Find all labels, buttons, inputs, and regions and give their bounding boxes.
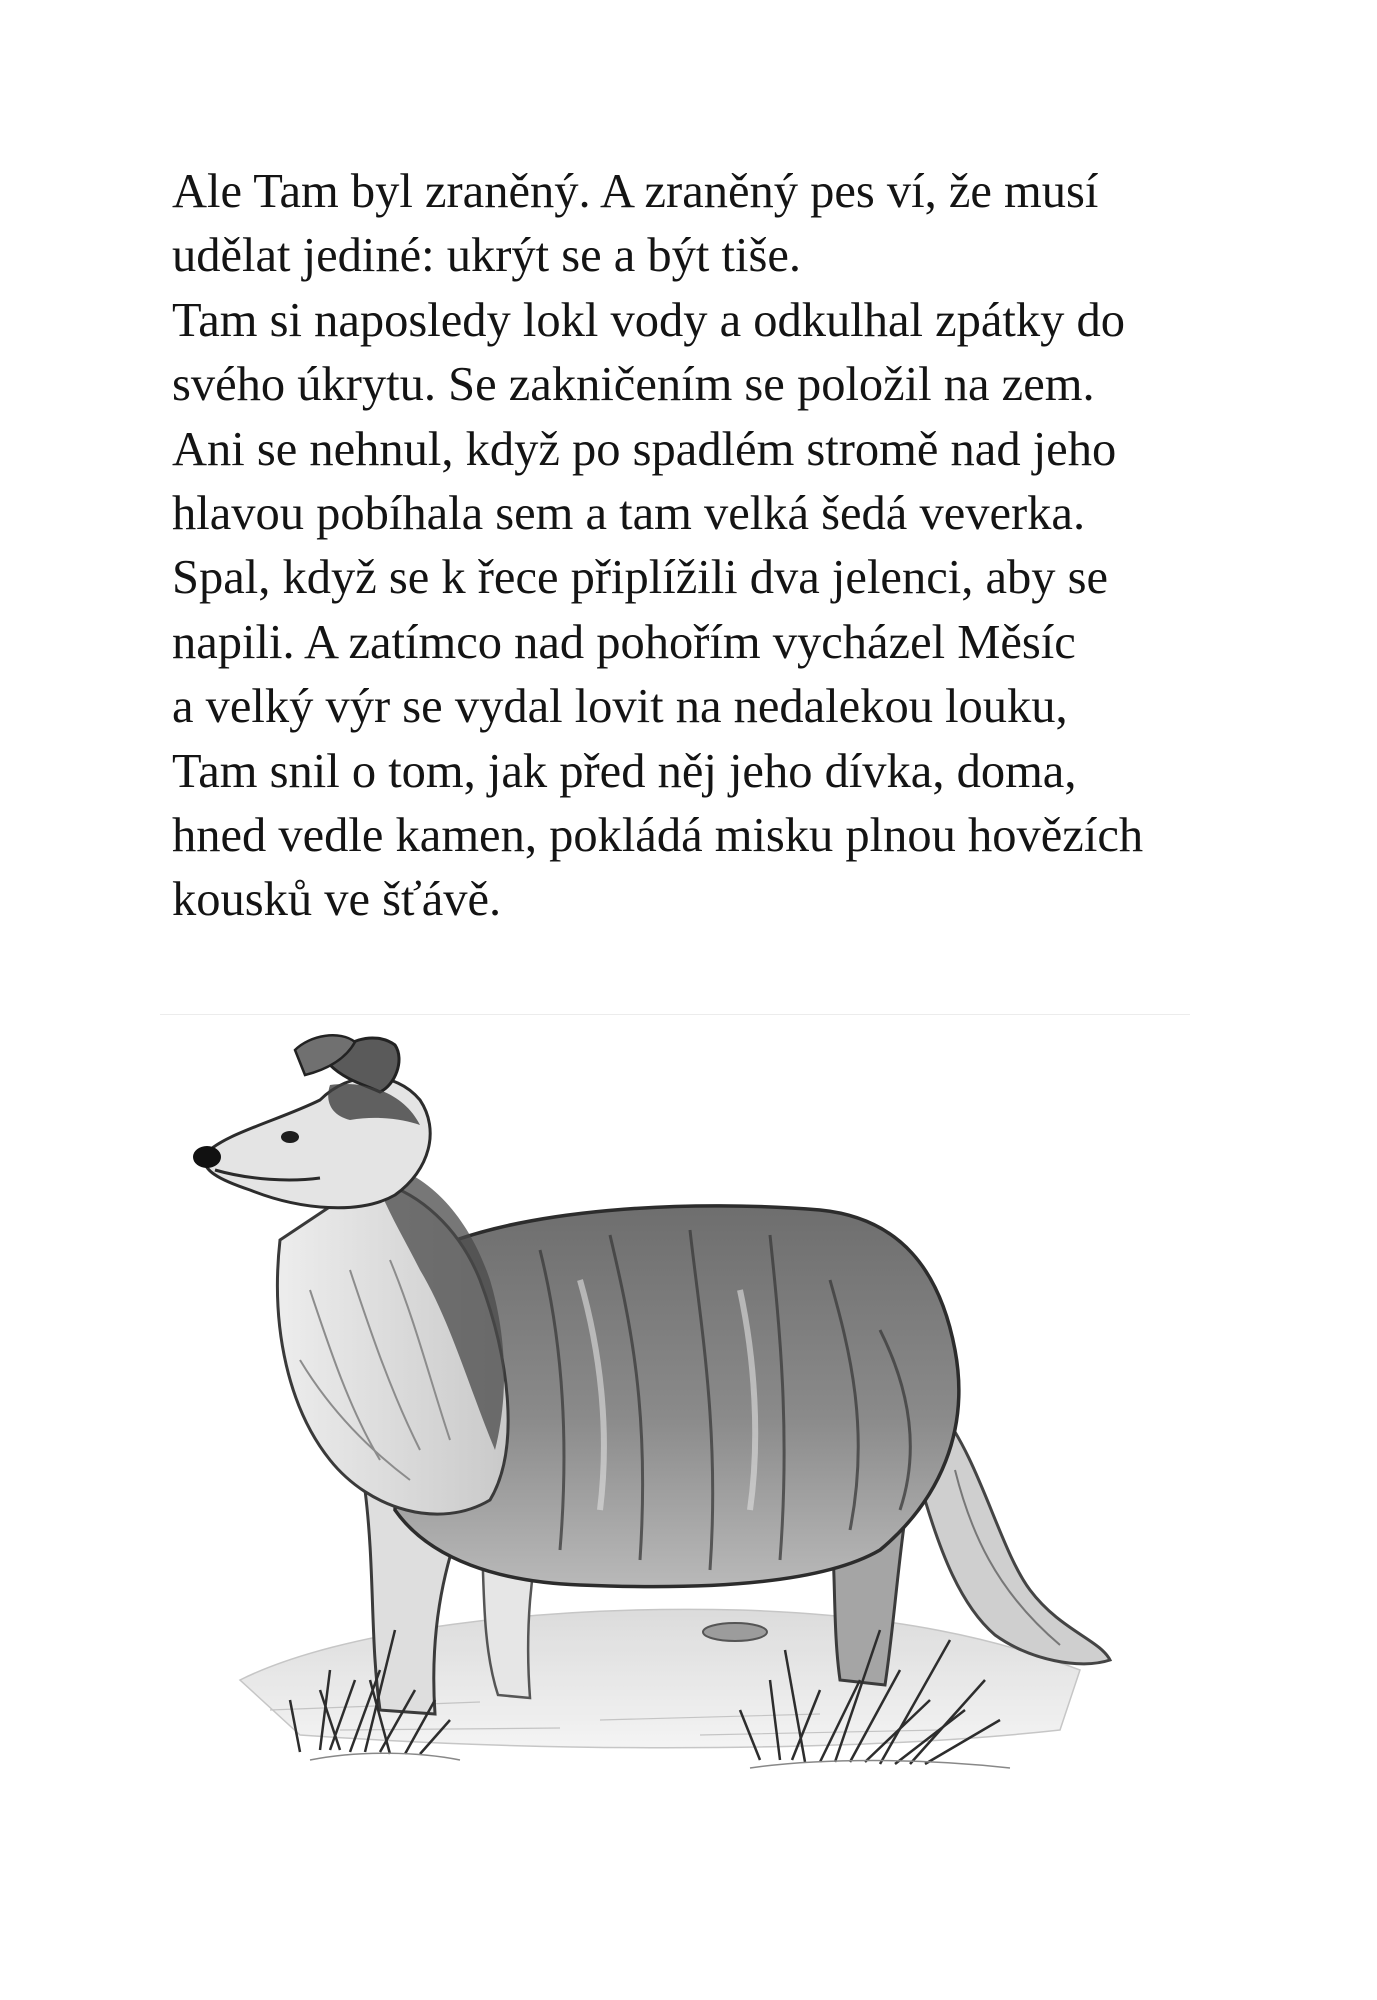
story-line: svého úkrytu. Se zakničením se položil na zem. (172, 358, 1095, 412)
story-line: Ani se nehnul, když po spadlém stromě nad jeho (172, 422, 1117, 476)
collie-drawing (180, 1030, 1180, 1850)
eye (281, 1131, 299, 1143)
story-line: kousků ve šťávě. (172, 873, 502, 927)
tail (925, 1410, 1110, 1664)
illustration-top-edge (160, 1014, 1190, 1015)
ground (240, 1609, 1080, 1747)
story-line: napili. A zatímco nad pohořím vycházel Měsíc (172, 615, 1076, 669)
head (204, 1078, 430, 1208)
story-line: Ale Tam byl zraněný. A zraněný pes ví, že musí (172, 165, 1099, 218)
story-text (172, 160, 1232, 933)
stone (703, 1623, 767, 1641)
story-line: hned vedle kamen, pokládá misku plnou hovězích (172, 809, 1144, 863)
story-line: udělat jediné: ukrýt se a být tiše. (172, 229, 801, 283)
story-line: Tam si naposledy lokl vody a odkulhal zpátky do (172, 293, 1125, 347)
story-line: hlavou pobíhala sem a tam velká šedá veverka. (172, 487, 1086, 541)
story-line: Tam snil o tom, jak před něj jeho dívka, doma, (172, 744, 1077, 798)
nose (193, 1146, 221, 1168)
story-line: a velký výr se vydal lovit na nedalekou louku, (172, 680, 1068, 734)
collie-dog-illustration (180, 1030, 1180, 1850)
story-line: Spal, když se k řece připlížili dva jelenci, aby se (172, 551, 1108, 605)
